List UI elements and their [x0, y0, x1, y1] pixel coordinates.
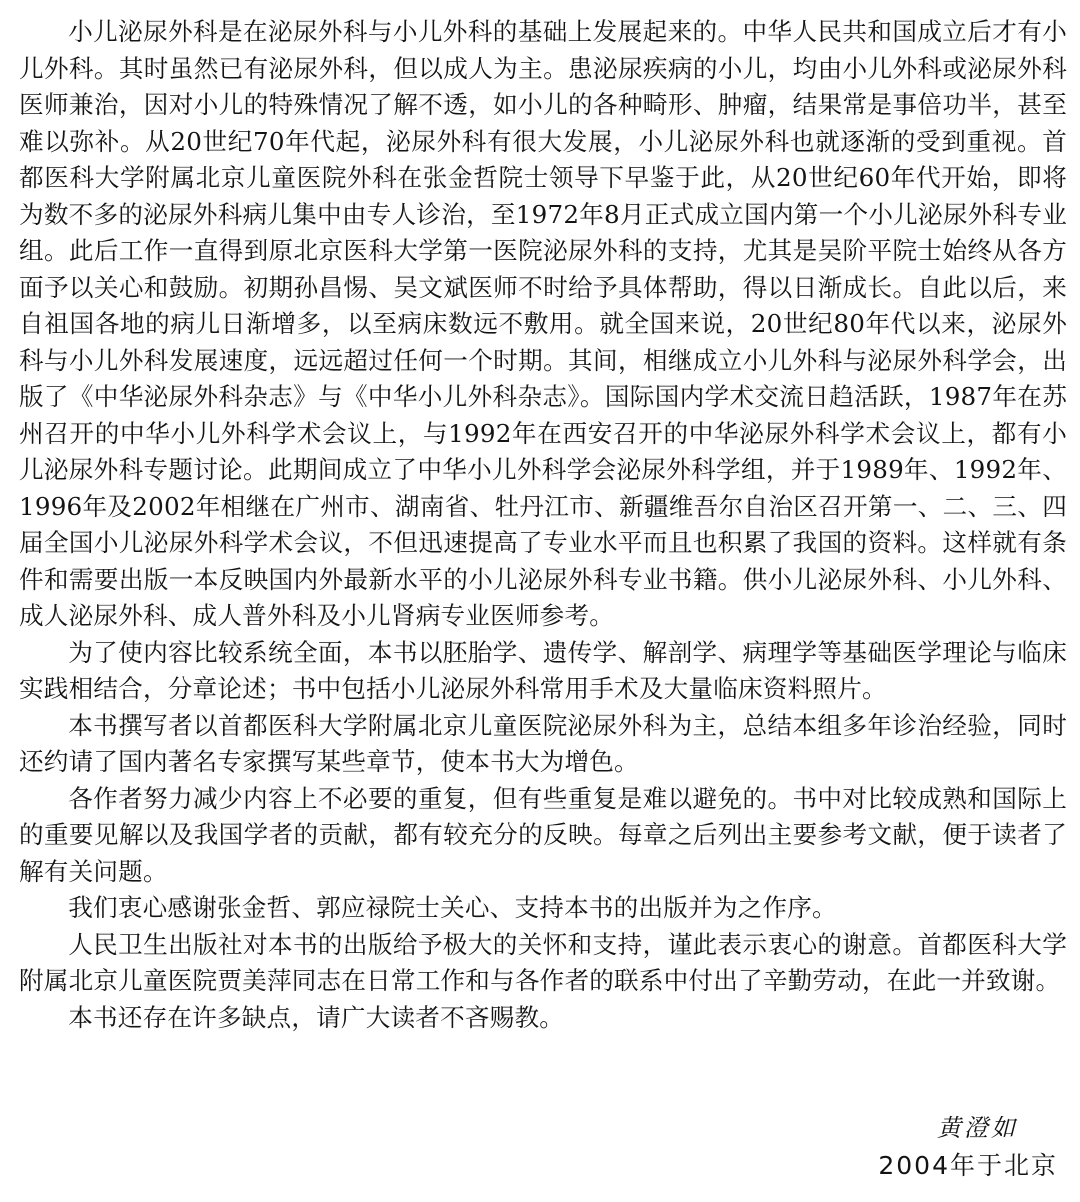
paragraph-closing: 本书还存在许多缺点，请广大读者不吝赐教。 — [68, 1002, 565, 1032]
author-name: 黄澄如 — [937, 1114, 1018, 1142]
paragraph-thanks-publisher: 人民卫生出版社对本书的出版给予极大的关怀和支持，谨此表示衷心的谢意。首都医科大学附属北京儿童医院贾美萍同志在日常工作和与各作者的联系中付出了辛勤劳动，在此一并致谢。 — [19, 929, 1067, 995]
preface-body — [19, 14, 1067, 1036]
paragraph-repetition: 各作者努力减少内容上不必要的重复，但有些重复是难以避免的。书中对比较成熟和国际上的重要见解以及我国学者的贡献，都有较充分的反映。每章之后列出主要参考文献，便于读者了解有关问题。 — [19, 783, 1067, 886]
paragraph-thanks-academicians: 我们衷心感谢张金哲、郭应禄院士关心、支持本书的出版并为之作序。 — [68, 893, 837, 922]
signature-block — [878, 1110, 1058, 1186]
paragraph-history: 小儿泌尿外科是在泌尿外科与小儿外科的基础上发展起来的。中华人民共和国成立后才有小儿外科。其时虽然已有泌尿外科，但以成人为主。患泌尿疾病的小儿，均由小儿外科或泌尿外科医师兼治，因对小儿的特殊情况了解不透，如小儿的各种畸形、肿瘤，结果常是事倍功半，甚至难以弥补。从20世纪70年代起，泌尿外科有很大发展，小儿泌尿外科也就逐渐的受到重视。首都医科大学附属北京儿童医院外科在张金哲院士领导下早鉴于此，从20世纪60年代开始，即将为数不多的泌尿外科病儿集中由专人诊治，至1972年8月正式成立国内第一个小儿泌尿外科专业组。此后工作一直得到原北京医科大学第一医院泌尿外科的支持，尤其是吴阶平院士始终从各方面予以关心和鼓励。初期孙昌惕、吴文斌医师不时给予具体帮助，得以日渐成长。自此以后，来自祖国各地的病儿日渐增多，以至病床数远不敷用。就全国来说，20世纪80年代以来，泌尿外科与小儿外科发展速度，远远超过任何一个时期。其间，相继成立小儿外科与泌尿外科学会，出版了《中华泌尿外科杂志》与《中华小儿外科杂志》。国际国内学术交流日趋活跃，1987年在苏州召开的中华小儿外科学术会议上，与1992年在西安召开的中华泌尿外科学术会议上，都有小儿泌尿外科专题讨论。此期间成立了中华小儿外科学会泌尿外科学组，并于1989年、1992年、1996年及2002年相继在广州市、湖南省、牡丹江市、新疆维吾尔自治区召开第一、二、三、四届全国小儿泌尿外科学术会议，不但迅速提高了专业水平而且也积累了我国的资料。这样就有条件和需要出版一本反映国内外最新水平的小儿泌尿外科专业书籍。供小儿泌尿外科、小儿外科、成人泌尿外科、成人普外科及小儿肾病专业医师参考。 — [19, 17, 1067, 630]
paragraph-content-scope: 为了使内容比较系统全面，本书以胚胎学、遗传学、解剖学、病理学等基础医学理论与临床实践相结合，分章论述；书中包括小儿泌尿外科常用手术及大量临床资料照片。 — [19, 637, 1067, 703]
date-place: 2004年于北京 — [878, 1151, 1058, 1180]
paragraph-authors: 本书撰写者以首都医科大学附属北京儿童医院泌尿外科为主，总结本组多年诊治经验，同时还约请了国内著名专家撰写某些章节，使本书大为增色。 — [19, 710, 1067, 776]
